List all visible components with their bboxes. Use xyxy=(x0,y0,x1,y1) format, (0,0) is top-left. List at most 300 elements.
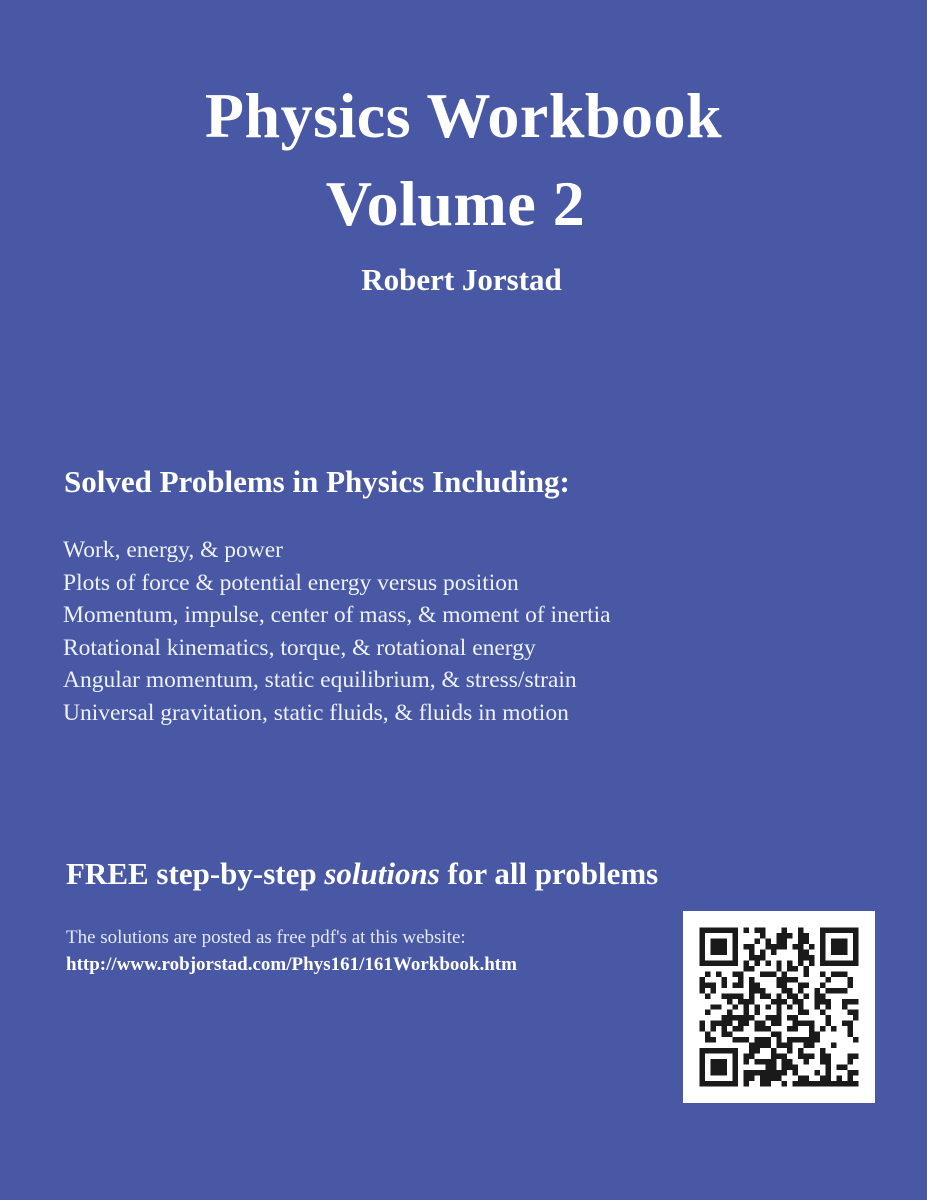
qr-module xyxy=(749,1015,754,1020)
qr-module xyxy=(782,1054,787,1059)
qr-module xyxy=(837,1065,842,1070)
qr-module xyxy=(798,982,803,987)
qr-module xyxy=(798,960,803,965)
topic-item: Plots of force & potential energy versus position xyxy=(63,569,519,596)
qr-module xyxy=(848,1032,853,1037)
qr-module xyxy=(743,1076,748,1081)
qr-module xyxy=(699,1048,704,1053)
qr-module xyxy=(760,1043,765,1048)
qr-module xyxy=(842,1081,847,1086)
qr-module xyxy=(721,1059,726,1064)
qr-module xyxy=(820,949,825,954)
qr-module xyxy=(815,1070,820,1075)
qr-module xyxy=(804,1037,809,1042)
qr-module xyxy=(809,1032,814,1037)
free-heading-start: FREE step-by-step xyxy=(66,856,325,891)
qr-module xyxy=(809,1054,814,1059)
qr-module xyxy=(831,988,836,993)
qr-module xyxy=(826,1059,831,1064)
qr-module xyxy=(853,1037,858,1042)
qr-module xyxy=(760,1076,765,1081)
qr-module xyxy=(732,1065,737,1070)
qr-module xyxy=(749,1076,754,1081)
qr-module xyxy=(820,938,825,943)
qr-module xyxy=(699,982,704,987)
qr-module xyxy=(798,1048,803,1053)
qr-module xyxy=(842,949,847,954)
qr-module xyxy=(787,1004,792,1009)
qr-module xyxy=(716,1021,721,1026)
qr-module xyxy=(705,993,710,998)
qr-module xyxy=(776,999,781,1004)
qr-module xyxy=(804,971,809,976)
qr-module xyxy=(765,944,770,949)
qr-module xyxy=(831,1081,836,1086)
qr-module xyxy=(749,988,754,993)
qr-module xyxy=(754,1048,759,1053)
qr-module xyxy=(782,944,787,949)
qr-module xyxy=(853,1081,858,1086)
qr-module xyxy=(804,1059,809,1064)
qr-module xyxy=(798,1004,803,1009)
qr-module xyxy=(798,988,803,993)
website-url[interactable]: http://www.robjorstad.com/Phys161/161Workbook.htm xyxy=(66,954,517,975)
qr-module xyxy=(716,1048,721,1053)
qr-module xyxy=(837,1081,842,1086)
qr-module xyxy=(760,1081,765,1086)
qr-module xyxy=(782,999,787,1004)
qr-module xyxy=(782,933,787,938)
qr-module xyxy=(721,1026,726,1031)
qr-module xyxy=(743,1081,748,1086)
qr-module xyxy=(699,1081,704,1086)
qr-module xyxy=(793,1015,798,1020)
qr-module xyxy=(776,1010,781,1015)
qr-module xyxy=(716,1004,721,1009)
qr-module xyxy=(716,971,721,976)
qr-module xyxy=(765,993,770,998)
qr-module xyxy=(793,1026,798,1031)
qr-module xyxy=(776,977,781,982)
qr-module xyxy=(721,1021,726,1026)
qr-module xyxy=(760,1070,765,1075)
qr-module xyxy=(705,971,710,976)
qr-module xyxy=(738,1037,743,1042)
qr-module xyxy=(765,1059,770,1064)
qr-module xyxy=(743,999,748,1004)
qr-module xyxy=(771,949,776,954)
qr-module xyxy=(771,999,776,1004)
qr-module xyxy=(727,1021,732,1026)
qr-module xyxy=(721,949,726,954)
qr-module xyxy=(842,988,847,993)
qr-module xyxy=(754,1010,759,1015)
qr-module xyxy=(705,1037,710,1042)
qr-module xyxy=(787,977,792,982)
qr-module xyxy=(809,955,814,960)
qr-module xyxy=(798,1037,803,1042)
qr-module xyxy=(716,1081,721,1086)
qr-module xyxy=(826,927,831,932)
qr-module xyxy=(743,1010,748,1015)
qr-module xyxy=(743,927,748,932)
qr-module xyxy=(820,993,825,998)
qr-module xyxy=(754,1026,759,1031)
qr-module xyxy=(853,955,858,960)
qr-module xyxy=(705,927,710,932)
qr-module xyxy=(842,944,847,949)
qr-module xyxy=(820,999,825,1004)
qr-module xyxy=(721,1070,726,1075)
qr-module xyxy=(782,1070,787,1075)
qr-module xyxy=(771,1070,776,1075)
qr-module xyxy=(842,1021,847,1026)
qr-module xyxy=(809,944,814,949)
qr-module xyxy=(765,971,770,976)
qr-module xyxy=(837,938,842,943)
qr-module xyxy=(754,1004,759,1009)
qr-module xyxy=(727,960,732,965)
qr-module xyxy=(848,1081,853,1086)
qr-module xyxy=(727,993,732,998)
qr-module xyxy=(809,1021,814,1026)
qr-module xyxy=(727,927,732,932)
qr-module xyxy=(782,1043,787,1048)
qr-module xyxy=(782,927,787,932)
qr-module xyxy=(716,1059,721,1064)
qr-module xyxy=(804,938,809,943)
qr-module xyxy=(710,988,715,993)
qr-module xyxy=(848,927,853,932)
qr-module xyxy=(765,1065,770,1070)
qr-module xyxy=(848,1010,853,1015)
qr-module xyxy=(754,955,759,960)
qr-module xyxy=(809,1043,814,1048)
qr-module xyxy=(826,1070,831,1075)
qr-module xyxy=(787,993,792,998)
qr-module xyxy=(710,960,715,965)
qr-module xyxy=(749,966,754,971)
qr-module xyxy=(826,1054,831,1059)
qr-module xyxy=(848,1021,853,1026)
qr-module xyxy=(699,1070,704,1075)
qr-module xyxy=(787,1048,792,1053)
qr-module xyxy=(743,1054,748,1059)
qr-module xyxy=(727,1015,732,1020)
qr-module xyxy=(732,1070,737,1075)
qr-module xyxy=(749,949,754,954)
qr-module xyxy=(848,1076,853,1081)
qr-module xyxy=(776,960,781,965)
qr-module xyxy=(699,1026,704,1031)
qr-module xyxy=(732,1048,737,1053)
qr-module xyxy=(749,1048,754,1053)
qr-module xyxy=(727,1081,732,1086)
qr-module xyxy=(732,1037,737,1042)
qr-module xyxy=(831,1026,836,1031)
qr-module xyxy=(798,1076,803,1081)
qr-module xyxy=(787,960,792,965)
free-heading-end: for all problems xyxy=(439,856,659,891)
qr-module xyxy=(765,1026,770,1031)
qr-module xyxy=(831,927,836,932)
qr-module xyxy=(765,1081,770,1086)
qr-module xyxy=(716,949,721,954)
qr-module xyxy=(842,927,847,932)
qr-module xyxy=(815,1037,820,1042)
qr-module xyxy=(760,933,765,938)
qr-module xyxy=(826,999,831,1004)
qr-module xyxy=(716,960,721,965)
qr-module xyxy=(793,1070,798,1075)
qr-module xyxy=(732,1004,737,1009)
qr-module xyxy=(815,993,820,998)
topic-item: Rotational kinematics, torque, & rotational energy xyxy=(63,634,536,661)
qr-module xyxy=(765,1076,770,1081)
qr-module xyxy=(804,1076,809,1081)
qr-module xyxy=(771,944,776,949)
qr-module xyxy=(776,933,781,938)
qr-module xyxy=(820,944,825,949)
qr-module xyxy=(721,960,726,965)
qr-module xyxy=(793,1065,798,1070)
qr-module xyxy=(831,1043,836,1048)
qr-module xyxy=(765,1043,770,1048)
qr-module xyxy=(760,927,765,932)
qr-module xyxy=(787,1065,792,1070)
qr-module xyxy=(710,1026,715,1031)
qr-module xyxy=(776,1004,781,1009)
qr-module xyxy=(710,944,715,949)
qr-module xyxy=(798,933,803,938)
qr-module xyxy=(776,1021,781,1026)
qr-module xyxy=(776,982,781,987)
qr-module xyxy=(820,1054,825,1059)
qr-module xyxy=(793,1021,798,1026)
qr-module xyxy=(699,938,704,943)
qr-module xyxy=(765,960,770,965)
qr-module xyxy=(721,944,726,949)
qr-module xyxy=(853,927,858,932)
qr-module xyxy=(754,938,759,943)
qr-module xyxy=(820,927,825,932)
qr-module xyxy=(716,927,721,932)
qr-module xyxy=(798,938,803,943)
qr-module xyxy=(804,982,809,987)
qr-module xyxy=(804,1054,809,1059)
qr-module xyxy=(749,955,754,960)
qr-module xyxy=(732,938,737,943)
qr-module xyxy=(716,1070,721,1075)
qr-module xyxy=(787,1015,792,1020)
qr-module xyxy=(771,1015,776,1020)
qr-module xyxy=(853,1070,858,1075)
qr-module xyxy=(699,1065,704,1070)
topic-item: Momentum, impulse, center of mass, & moment of inertia xyxy=(63,602,611,629)
qr-module xyxy=(732,1059,737,1064)
qr-module xyxy=(842,960,847,965)
qr-module xyxy=(793,977,798,982)
qr-module xyxy=(804,949,809,954)
qr-module xyxy=(771,1059,776,1064)
qr-module xyxy=(710,1059,715,1064)
qr-module xyxy=(831,960,836,965)
qr-module xyxy=(710,1037,715,1042)
topics-list xyxy=(63,534,611,730)
qr-module xyxy=(848,1070,853,1075)
qr-module xyxy=(842,938,847,943)
qr-module xyxy=(831,949,836,954)
qr-module xyxy=(760,1021,765,1026)
free-heading-emphasis: solutions xyxy=(324,856,440,891)
qr-module xyxy=(710,1048,715,1053)
qr-module xyxy=(826,1021,831,1026)
qr-module xyxy=(705,960,710,965)
qr-module xyxy=(853,1054,858,1059)
topic-item: Angular momentum, static equilibrium, & stress/strain xyxy=(63,667,577,694)
qr-module xyxy=(798,1054,803,1059)
qr-module xyxy=(743,1021,748,1026)
qr-module xyxy=(776,944,781,949)
qr-module xyxy=(804,955,809,960)
qr-module xyxy=(848,977,853,982)
qr-module xyxy=(738,977,743,982)
qr-module xyxy=(749,999,754,1004)
qr-module xyxy=(820,1026,825,1031)
qr-module xyxy=(776,1015,781,1020)
qr-module xyxy=(732,933,737,938)
qr-module xyxy=(787,966,792,971)
topic-item: Work, energy, & power xyxy=(63,537,283,563)
qr-module xyxy=(710,949,715,954)
qr-module xyxy=(815,1032,820,1037)
qr-module xyxy=(837,944,842,949)
qr-module xyxy=(732,944,737,949)
qr-module xyxy=(732,982,737,987)
qr-module xyxy=(793,1081,798,1086)
qr-module xyxy=(782,988,787,993)
qr-module xyxy=(705,1032,710,1037)
qr-module xyxy=(727,1010,732,1015)
qr-module xyxy=(727,1032,732,1037)
qr-module xyxy=(743,1059,748,1064)
qr-module xyxy=(721,1032,726,1037)
qr-module xyxy=(699,933,704,938)
qr-module xyxy=(710,1021,715,1026)
qr-module xyxy=(804,993,809,998)
qr-module xyxy=(716,1065,721,1070)
qr-module xyxy=(749,993,754,998)
qr-module xyxy=(732,1076,737,1081)
qr-module xyxy=(699,960,704,965)
qr-module xyxy=(848,1054,853,1059)
qr-module xyxy=(765,1015,770,1020)
qr-module xyxy=(820,971,825,976)
qr-code-icon xyxy=(683,911,875,1103)
qr-module xyxy=(853,944,858,949)
qr-module xyxy=(820,1010,825,1015)
qr-module xyxy=(754,960,759,965)
free-solutions-heading xyxy=(66,855,658,892)
qr-module xyxy=(754,1043,759,1048)
qr-module xyxy=(727,1048,732,1053)
qr-module xyxy=(815,1081,820,1086)
qr-module xyxy=(782,977,787,982)
qr-module xyxy=(732,971,737,976)
qr-module xyxy=(787,1043,792,1048)
qr-module xyxy=(738,999,743,1004)
qr-module xyxy=(760,1059,765,1064)
qr-module xyxy=(760,1037,765,1042)
qr-module xyxy=(749,982,754,987)
qr-module xyxy=(754,1059,759,1064)
qr-module xyxy=(721,982,726,987)
qr-module xyxy=(820,1081,825,1086)
qr-module xyxy=(782,938,787,943)
qr-module xyxy=(848,960,853,965)
qr-module xyxy=(809,1037,814,1042)
qr-module xyxy=(716,938,721,943)
qr-module xyxy=(743,960,748,965)
qr-module xyxy=(853,999,858,1004)
qr-module xyxy=(826,1065,831,1070)
qr-module xyxy=(826,1076,831,1081)
qr-module xyxy=(760,1026,765,1031)
qr-module xyxy=(760,955,765,960)
qr-module xyxy=(760,993,765,998)
qr-module xyxy=(837,949,842,954)
qr-module xyxy=(826,1015,831,1020)
qr-module xyxy=(848,1059,853,1064)
qr-module xyxy=(754,988,759,993)
qr-module xyxy=(776,1054,781,1059)
qr-module xyxy=(732,1026,737,1031)
qr-module xyxy=(732,949,737,954)
qr-module xyxy=(771,1032,776,1037)
qr-module xyxy=(738,1015,743,1020)
qr-module xyxy=(793,1037,798,1042)
qr-module xyxy=(798,1010,803,1015)
qr-module xyxy=(765,938,770,943)
qr-module xyxy=(721,1048,726,1053)
qr-module xyxy=(837,960,842,965)
qr-module xyxy=(782,1065,787,1070)
qr-module xyxy=(721,1015,726,1020)
qr-module xyxy=(749,1070,754,1075)
qr-module xyxy=(710,1065,715,1070)
qr-module xyxy=(776,1043,781,1048)
qr-module xyxy=(837,1076,842,1081)
qr-module xyxy=(743,1037,748,1042)
qr-module xyxy=(804,1010,809,1015)
qr-module xyxy=(798,944,803,949)
qr-module xyxy=(721,1081,726,1086)
qr-module xyxy=(743,1070,748,1075)
qr-module xyxy=(793,993,798,998)
qr-module xyxy=(771,1076,776,1081)
qr-module xyxy=(842,971,847,976)
qr-module xyxy=(721,927,726,932)
qr-module xyxy=(765,1070,770,1075)
qr-module xyxy=(699,955,704,960)
qr-module xyxy=(798,1021,803,1026)
qr-module xyxy=(853,1010,858,1015)
qr-module xyxy=(749,944,754,949)
qr-module xyxy=(842,1004,847,1009)
qr-module xyxy=(782,1059,787,1064)
title-line-2: Volume 2 xyxy=(325,168,586,239)
qr-module xyxy=(771,1065,776,1070)
